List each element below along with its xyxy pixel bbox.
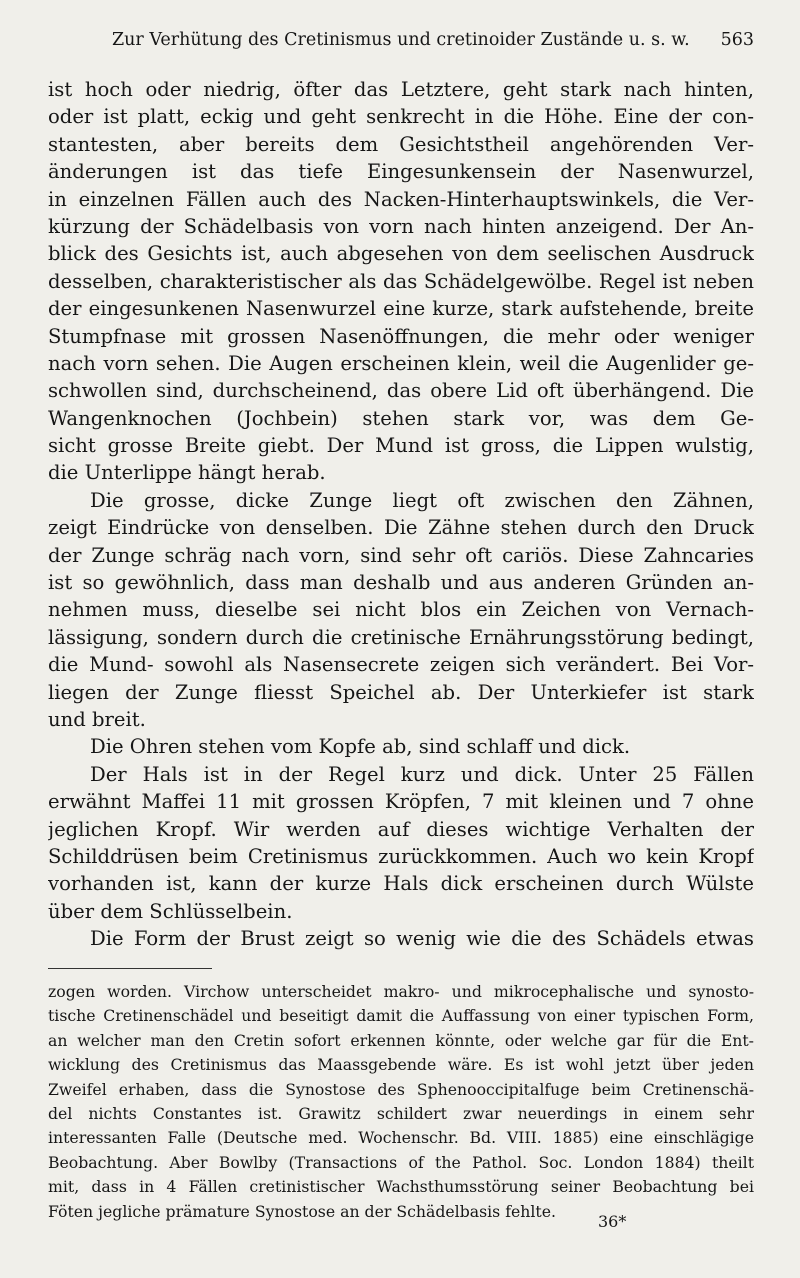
text-line: der Zunge schräg nach vorn, sind sehr oft cariös. Diese Zahncaries [48,543,754,567]
page-number: 563 [720,30,754,50]
text-line: schwollen sind, durchscheinend, das obere Lid oft überhängend. Die [48,379,754,403]
text-line: oder ist platt, eckig und geht senkrecht in die Höhe. Eine der con- [48,105,754,129]
text-line: lässigung, sondern durch die cretinische Ernährungsstörung bedingt, [48,625,754,649]
text-line: die Mund- sowohl als Nasensecrete zeigen sich verändert. Bei Vor- [48,653,754,677]
paragraph-start-line: Die Ohren stehen vom Kopfe ab, sind schlaff und dick. [90,735,631,759]
footnote-rule [48,968,212,969]
text-line: in einzelnen Fällen auch des Nacken-Hinterhauptswinkels, die Ver- [48,187,754,211]
paragraph-start-line: Der Hals ist in der Regel kurz und dick. Unter 25 Fällen [90,762,754,786]
text-line: liegen der Zunge fliesst Speichel ab. Der Unterkiefer ist stark [48,680,754,704]
text-line: blick des Gesichts ist, auch abgesehen von dem seelischen Ausdruck [48,242,754,266]
running-head [48,30,754,58]
footnote-line: Zweifel erhaben, dass die Synostose des Sphenooccipitalfuge beim Cretinenschä- [48,1079,754,1099]
text-line: sicht grosse Breite giebt. Der Mund ist gross, die Lippen wulstig, [48,434,754,458]
paragraph-start-line: Die Form der Brust zeigt so wenig wie die des Schädels etwas [90,927,754,951]
text-line: und breit. [48,707,146,731]
footnote-line: an welcher man den Cretin sofort erkennen könnte, oder welche gar für die Ent- [48,1030,754,1050]
paragraph-start-line: Die grosse, dicke Zunge liegt oft zwischen den Zähnen, [90,488,754,512]
running-title: Zur Verhütung des Cretinismus und cretinoider Zustände u. s. w. [112,30,690,50]
footnote-line: Föten jegliche prämature Synostose an der Schädelbasis fehlte. [48,1201,556,1221]
text-line: desselben, charakteristischer als das Schädelgewölbe. Regel ist neben [48,269,754,293]
footnote-line: del nichts Constantes ist. Grawitz schildert zwar neuerdings in einem sehr [48,1103,754,1123]
text-line: über dem Schlüsselbein. [48,899,293,923]
text-line: die Unterlippe hängt herab. [48,461,326,485]
text-line: zeigt Eindrücke von denselben. Die Zähne stehen durch den Druck [48,516,754,540]
main-text [48,76,754,953]
text-line: vorhanden ist, kann der kurze Hals dick erscheinen durch Wülste [48,872,754,896]
footnote-line: wicklung des Cretinismus das Maassgebende wäre. Es ist wohl jetzt über jeden [48,1055,754,1075]
text-line: ist so gewöhnlich, dass man deshalb und aus anderen Gründen an- [48,571,754,595]
text-line: stantesten, aber bereits dem Gesichtstheil angehörenden Ver- [48,132,754,156]
text-line: nach vorn sehen. Die Augen erscheinen klein, weil die Augenlider ge- [48,351,754,375]
text-line: der eingesunkenen Nasenwurzel eine kurze, stark aufstehende, breite [48,297,754,321]
footnote-line: interessanten Falle (Deutsche med. Wochenschr. Bd. VIII. 1885) eine einschlägige [48,1128,754,1148]
text-line: Schilddrüsen beim Cretinismus zurückkommen. Auch wo kein Kropf [48,844,754,868]
text-line: erwähnt Maffei 11 mit grossen Kröpfen, 7 mit kleinen und 7 ohne [48,790,754,814]
footnote-line: zogen worden. Virchow unterscheidet makro- und mikrocephalische und synosto- [48,982,754,1001]
text-line: ist hoch oder niedrig, öfter das Letztere, geht stark nach hinten, [48,78,754,101]
footnote-line: Beobachtung. Aber Bowlby (Transactions of the Pathol. Soc. London 1884) theilt [48,1152,754,1172]
text-line: Wangenknochen (Jochbein) stehen stark vor, was dem Ge- [48,406,754,430]
footnote-line: tische Cretinenschädel und beseitigt damit die Auffassung von einer typischen Form, [48,1006,754,1026]
signature-mark: 36* [598,1212,627,1231]
text-line: Stumpfnase mit grossen Nasenöffnungen, die mehr oder weniger [48,324,754,348]
footnote [48,980,754,1224]
text-line: kürzung der Schädelbasis von vorn nach hinten anzeigend. Der An- [48,214,754,238]
footnote-line: mit, dass in 4 Fällen cretinistischer Wachsthumsstörung seiner Beobachtung bei [48,1177,754,1197]
text-line: nehmen muss, dieselbe sei nicht blos ein Zeichen von Vernach- [48,598,754,622]
text-line: änderungen ist das tiefe Eingesunkensein der Nasenwurzel, [48,160,754,184]
text-line: jeglichen Kropf. Wir werden auf dieses wichtige Verhalten der [48,817,754,841]
